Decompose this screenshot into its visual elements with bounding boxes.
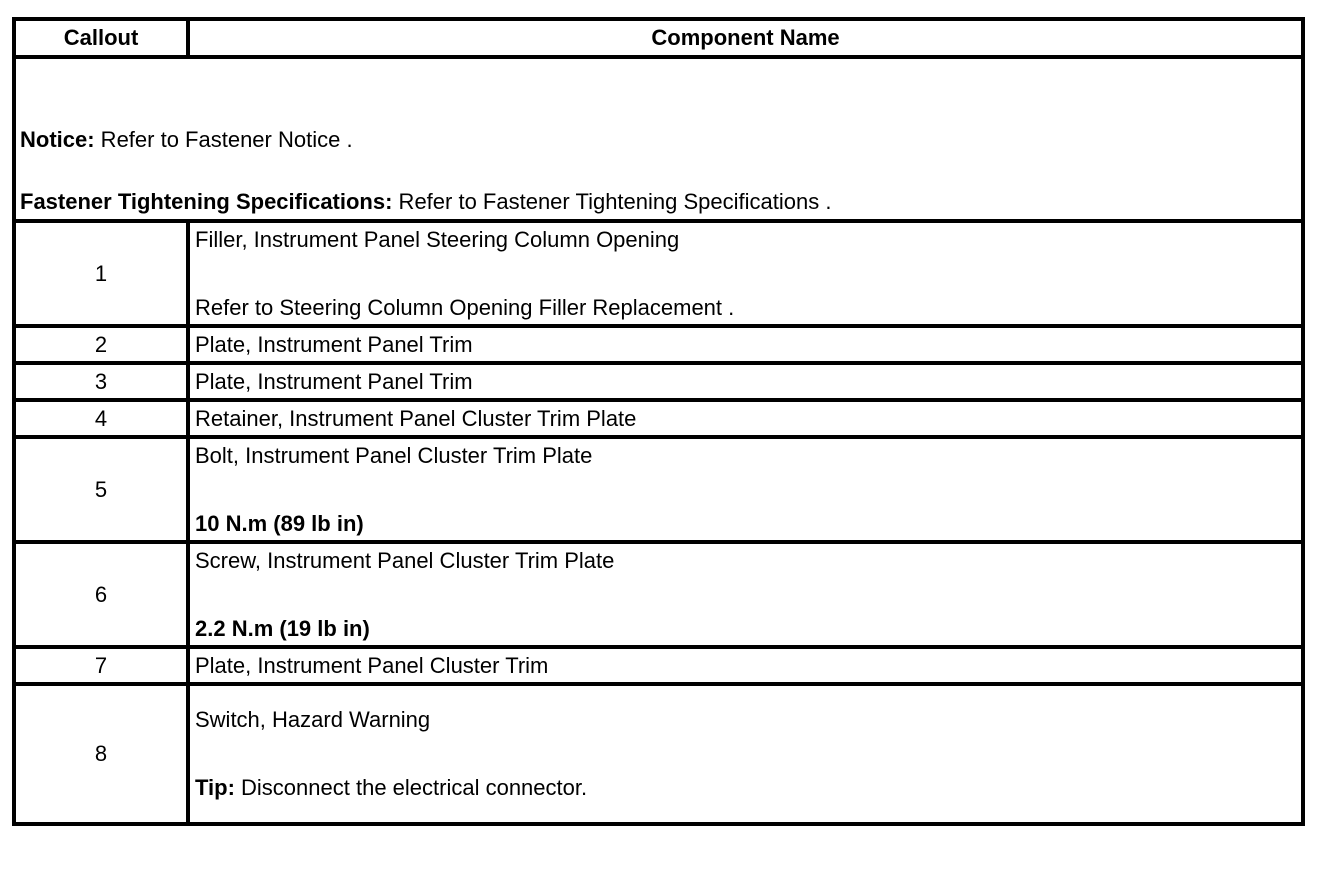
table-row <box>14 437 1303 542</box>
component-name-cell: Plate, Instrument Panel Cluster Trim <box>188 647 1303 684</box>
spec-label: Fastener Tightening Specifications <box>20 189 386 214</box>
component-name: Screw, Instrument Panel Cluster Trim Plate <box>195 547 615 573</box>
component-name-cell <box>188 221 1303 326</box>
torque-spec: 2.2 N.m (19 lb in) <box>195 615 370 641</box>
component-name: Filler, Instrument Panel Steering Column Opening <box>195 226 680 252</box>
notice-text: Refer to Fastener Notice . <box>94 127 353 152</box>
callout-cell: 4 <box>14 400 188 437</box>
component-name-cell: Plate, Instrument Panel Trim <box>188 363 1303 400</box>
tip-text: Disconnect the electrical connector. <box>234 775 588 800</box>
component-name-cell: Retainer, Instrument Panel Cluster Trim Plate <box>188 400 1303 437</box>
tip-line <box>195 775 1296 801</box>
callout-cell: 2 <box>14 326 188 363</box>
component-name: Switch, Hazard Warning <box>195 707 431 732</box>
table-row <box>14 647 1303 684</box>
component-name-cell <box>188 542 1303 647</box>
spec-line <box>20 189 1297 215</box>
notice-cell <box>14 57 1303 221</box>
component-detail: Refer to Steering Column Opening Filler Replacement . <box>195 294 735 320</box>
component-name-cell: Plate, Instrument Panel Trim <box>188 326 1303 363</box>
notice-label: Notice: <box>20 127 95 152</box>
table-row <box>14 400 1303 437</box>
table-row <box>14 221 1303 326</box>
component-table <box>12 17 1305 826</box>
callout-cell: 3 <box>14 363 188 400</box>
callout-cell: 8 <box>14 684 188 824</box>
table-row <box>14 326 1303 363</box>
table-row <box>14 684 1303 824</box>
component-name-column-header: Component Name <box>188 19 1303 57</box>
callout-cell: 6 <box>14 542 188 647</box>
spec-colon: : <box>385 189 393 214</box>
spec-text: Refer to Fastener Tightening Specifications . <box>392 189 832 214</box>
torque-spec: 10 N.m (89 lb in) <box>195 510 364 536</box>
component-name-cell <box>188 437 1303 542</box>
tip-label: Tip: <box>195 775 235 800</box>
notice-row <box>14 57 1303 221</box>
table-row <box>14 542 1303 647</box>
table-header-row <box>14 19 1303 57</box>
callout-cell: 7 <box>14 647 188 684</box>
callout-cell: 1 <box>14 221 188 326</box>
table-row <box>14 363 1303 400</box>
notice-line <box>20 127 1297 153</box>
component-name: Bolt, Instrument Panel Cluster Trim Plate <box>195 442 593 468</box>
component-name-cell <box>188 684 1303 824</box>
callout-column-header: Callout <box>14 19 188 57</box>
callout-cell: 5 <box>14 437 188 542</box>
